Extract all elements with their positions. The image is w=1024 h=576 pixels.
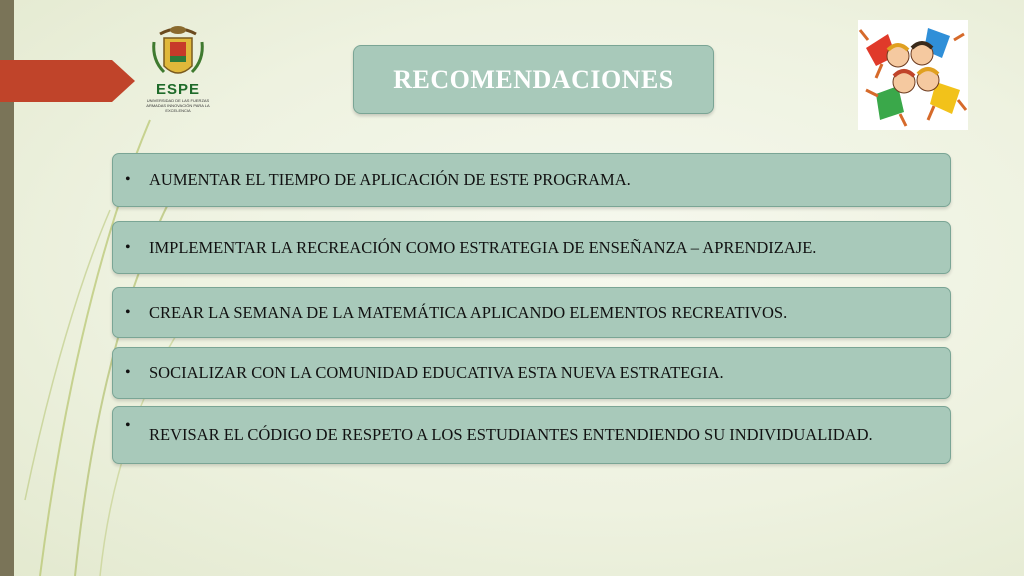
recommendation-text: IMPLEMENTAR LA RECREACIÓN COMO ESTRATEGIA DE ENSEÑANZA – APRENDIZAJE. [149, 237, 817, 257]
page-title: RECOMENDACIONES [393, 64, 674, 94]
bullet-icon: • [125, 417, 131, 434]
recommendation-text: SOCIALIZAR CON LA COMUNIDAD EDUCATIVA ESTA NUEVA ESTRATEGIA. [149, 363, 724, 382]
bullet-icon: • [125, 364, 131, 381]
recommendation-item [112, 406, 951, 464]
recommendation-item [112, 287, 951, 338]
logo-wordmark: ESPE [155, 81, 201, 98]
title-box [353, 45, 714, 114]
recommendation-text: CREAR LA SEMANA DE LA MATEMÁTICA APLICANDO ELEMENTOS RECREATIVOS. [149, 302, 788, 322]
recommendation-text: REVISAR EL CÓDIGO DE RESPETO A LOS ESTUDIANTES ENTENDIENDO SU INDIVIDUALIDAD. [149, 425, 873, 444]
recommendation-item [112, 153, 951, 207]
bullet-icon: • [125, 303, 131, 321]
arrow-tab-decoration [0, 60, 135, 102]
bullet-icon: • [125, 238, 131, 256]
children-circle-illustration [858, 20, 968, 130]
recommendation-item [112, 347, 951, 399]
recommendation-text: AUMENTAR EL TIEMPO DE APLICACIÓN DE ESTE PROGRAMA. [149, 170, 631, 189]
bullet-icon: • [125, 171, 131, 188]
recommendation-item [112, 221, 951, 274]
logo-subtitle: UNIVERSIDAD DE LAS FUERZAS ARMADAS INNOVACIÓN PARA LA EXCELENCIA [146, 98, 210, 113]
